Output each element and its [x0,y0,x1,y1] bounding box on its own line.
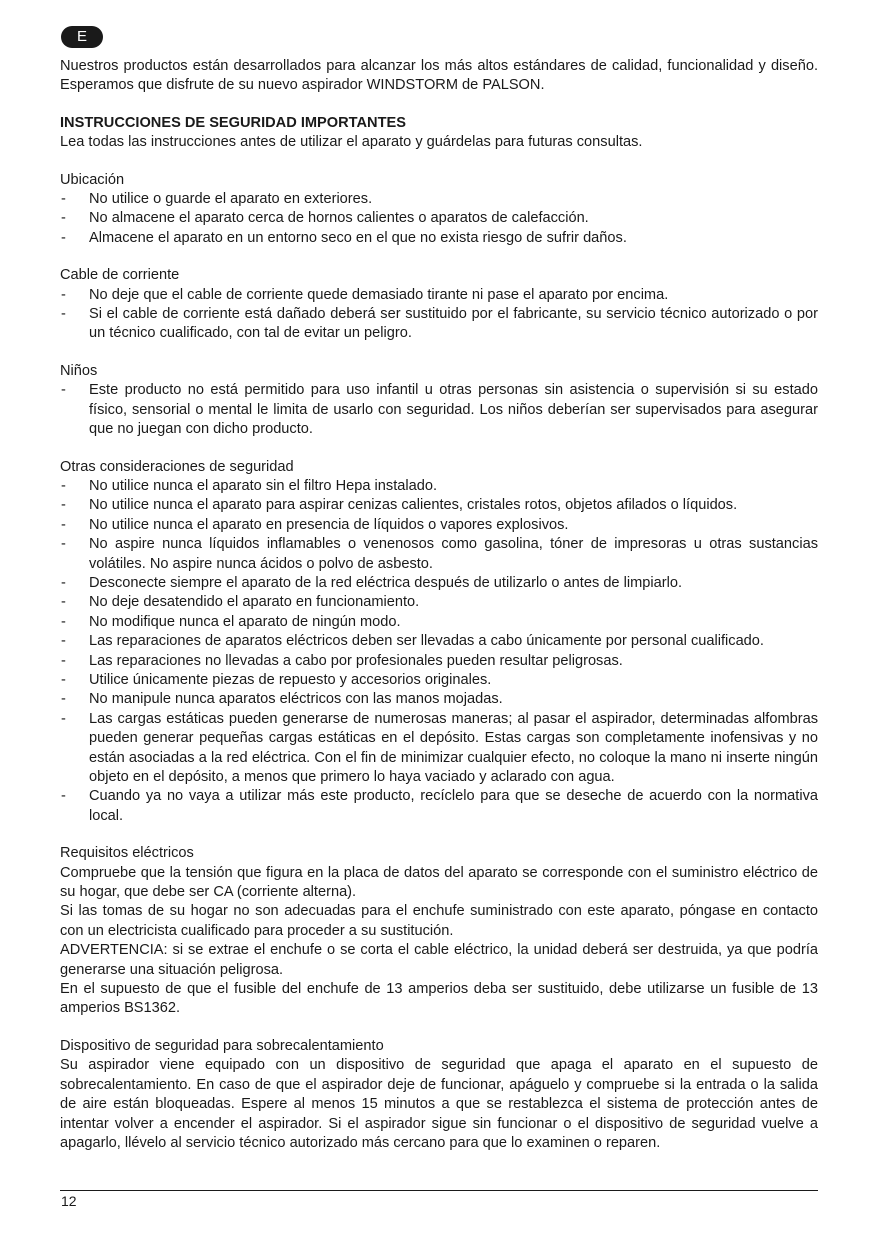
page-number: 12 [61,1193,77,1209]
section-title: Ubicación [60,171,125,188]
list-item: - No deje desatendido el aparato en funcionamiento. [60,593,818,612]
list-item: - Las cargas estáticas pueden generarse de numerosas maneras; al pasar el aspirador, determinadas alfombras pueden generar pequeñas cargas estáticas en el depósito. Estas cargas son completamente inofensivas y no están asociadas a la red eléctrica. Con el fin de minimizar cualquier efecto, no coloque la mano ni inserte ningún objeto en el depósito, a menos que primero lo haya vaciado y aclarado con agua. [60,710,818,788]
paragraph: En el supuesto de que el fusible del enchufe de 13 amperios deba ser sustituido, debe utilizarse un fusible de 13 amperios BS1362. [60,981,818,1017]
list-item: - Este producto no está permitido para uso infantil u otras personas sin asistencia o supervisión si su estado físico, sensorial o mental le limita de usarlo con seguridad. Los niños deberían ser supervisados para asegurar que no juegan con dicho producto. [60,381,818,439]
safety-subtitle: Lea todas las instrucciones antes de utilizar el aparato y guárdelas para futuras consultas. [60,134,643,151]
list-item: - Almacene el aparato en un entorno seco en el que no exista riesgo de sufrir daños. [60,229,818,248]
section-title: Niños [60,362,98,379]
section-dispositivo [60,1037,818,1153]
list-item: - No utilice nunca el aparato sin el filtro Hepa instalado. [60,477,818,496]
section-ubicacion [60,171,818,249]
list-item: - Cuando ya no vaya a utilizar más este producto, recíclelo para que se deseche de acuerdo con la normativa local. [60,787,818,826]
list-item: - Utilice únicamente piezas de repuesto y accesorios originales. [60,671,818,690]
list-item: - No aspire nunca líquidos inflamables o venenosos como gasolina, tóner de impresoras u otras sustancias volátiles. No aspire nunca ácidos o polvo de asbesto. [60,535,818,574]
list-item: - Si el cable de corriente está dañado deberá ser sustituido por el fabricante, su servicio técnico autorizado o por un técnico cualificado, con tal de evitar un peligro. [60,305,818,344]
bullet-list [60,190,818,248]
section-ninos [60,362,818,440]
section-title: Otras consideraciones de seguridad [60,458,294,475]
section-title: Cable de corriente [60,267,180,284]
bullet-list [60,381,818,439]
paragraph: ADVERTENCIA: si se extrae el enchufe o se corta el cable eléctrico, la unidad deberá ser destruida, ya que podría generarse una situación peligrosa. [60,942,818,978]
paragraph: Compruebe que la tensión que figura en la placa de datos del aparato se corresponde con el suministro eléctrico de su hogar, que debe ser CA (corriente alterna). [60,864,818,901]
bullet-list [60,286,818,344]
paragraph: Si las tomas de su hogar no son adecuadas para el enchufe suministrado con este aparato, póngase en contacto con un electricista cualificado para proceder a su sustitución. [60,903,818,939]
paragraph: Su aspirador viene equipado con un dispositivo de seguridad que apaga el aparato en el supuesto de sobrecalentamiento. En caso de que el aspirador deje de funcionar, apáguelo y compruebe si la entrada o la salida de aire están bloqueadas. Espere al menos 15 minutos a que se restablezca el sistema de protección antes de intentar volver a encender el aspirador. Si el aspirador sigue sin funcionar o el dispositivo de seguridad vuelve a apagarlo, llévelo al servicio técnico autorizado más cercano para que lo examinen o reparen. [60,1057,818,1151]
section-requisitos [60,844,818,1019]
section-title: Dispositivo de seguridad para sobrecalentamiento [60,1037,384,1054]
document-body [60,57,818,1171]
section-cable [60,266,818,344]
section-title: Requisitos eléctricos [60,845,194,862]
list-item: - Las reparaciones no llevadas a cabo por profesionales pueden resultar peligrosas. [60,652,818,671]
list-item: - No utilice o guarde el aparato en exteriores. [60,190,818,209]
bullet-list [60,477,818,826]
list-item: - Las reparaciones de aparatos eléctricos deben ser llevadas a cabo únicamente por personal cualificado. [60,632,818,651]
safety-header [60,114,818,153]
list-item: - No manipule nunca aparatos eléctricos con las manos mojadas. [60,690,818,709]
list-item: - No utilice nunca el aparato para aspirar cenizas calientes, cristales rotos, objetos afilados o líquidos. [60,496,818,515]
section-otras [60,458,818,827]
list-item: - No almacene el aparato cerca de hornos calientes o aparatos de calefacción. [60,209,818,228]
intro-paragraph: Nuestros productos están desarrollados para alcanzar los más altos estándares de calidad, funcionalidad y diseño. Esperamos que disfrute de su nuevo aspirador WINDSTORM de PALSON. [60,58,818,94]
language-badge: E [61,26,103,48]
safety-title: INSTRUCCIONES DE SEGURIDAD IMPORTANTES [60,114,406,131]
list-item: - No utilice nunca el aparato en presencia de líquidos o vapores explosivos. [60,516,818,535]
list-item: - No deje que el cable de corriente quede demasiado tirante ni pase el aparato por encima. [60,286,818,305]
footer-divider [60,1190,818,1191]
list-item: - No modifique nunca el aparato de ningún modo. [60,613,818,632]
list-item: - Desconecte siempre el aparato de la red eléctrica después de utilizarlo o antes de limpiarlo. [60,574,818,593]
